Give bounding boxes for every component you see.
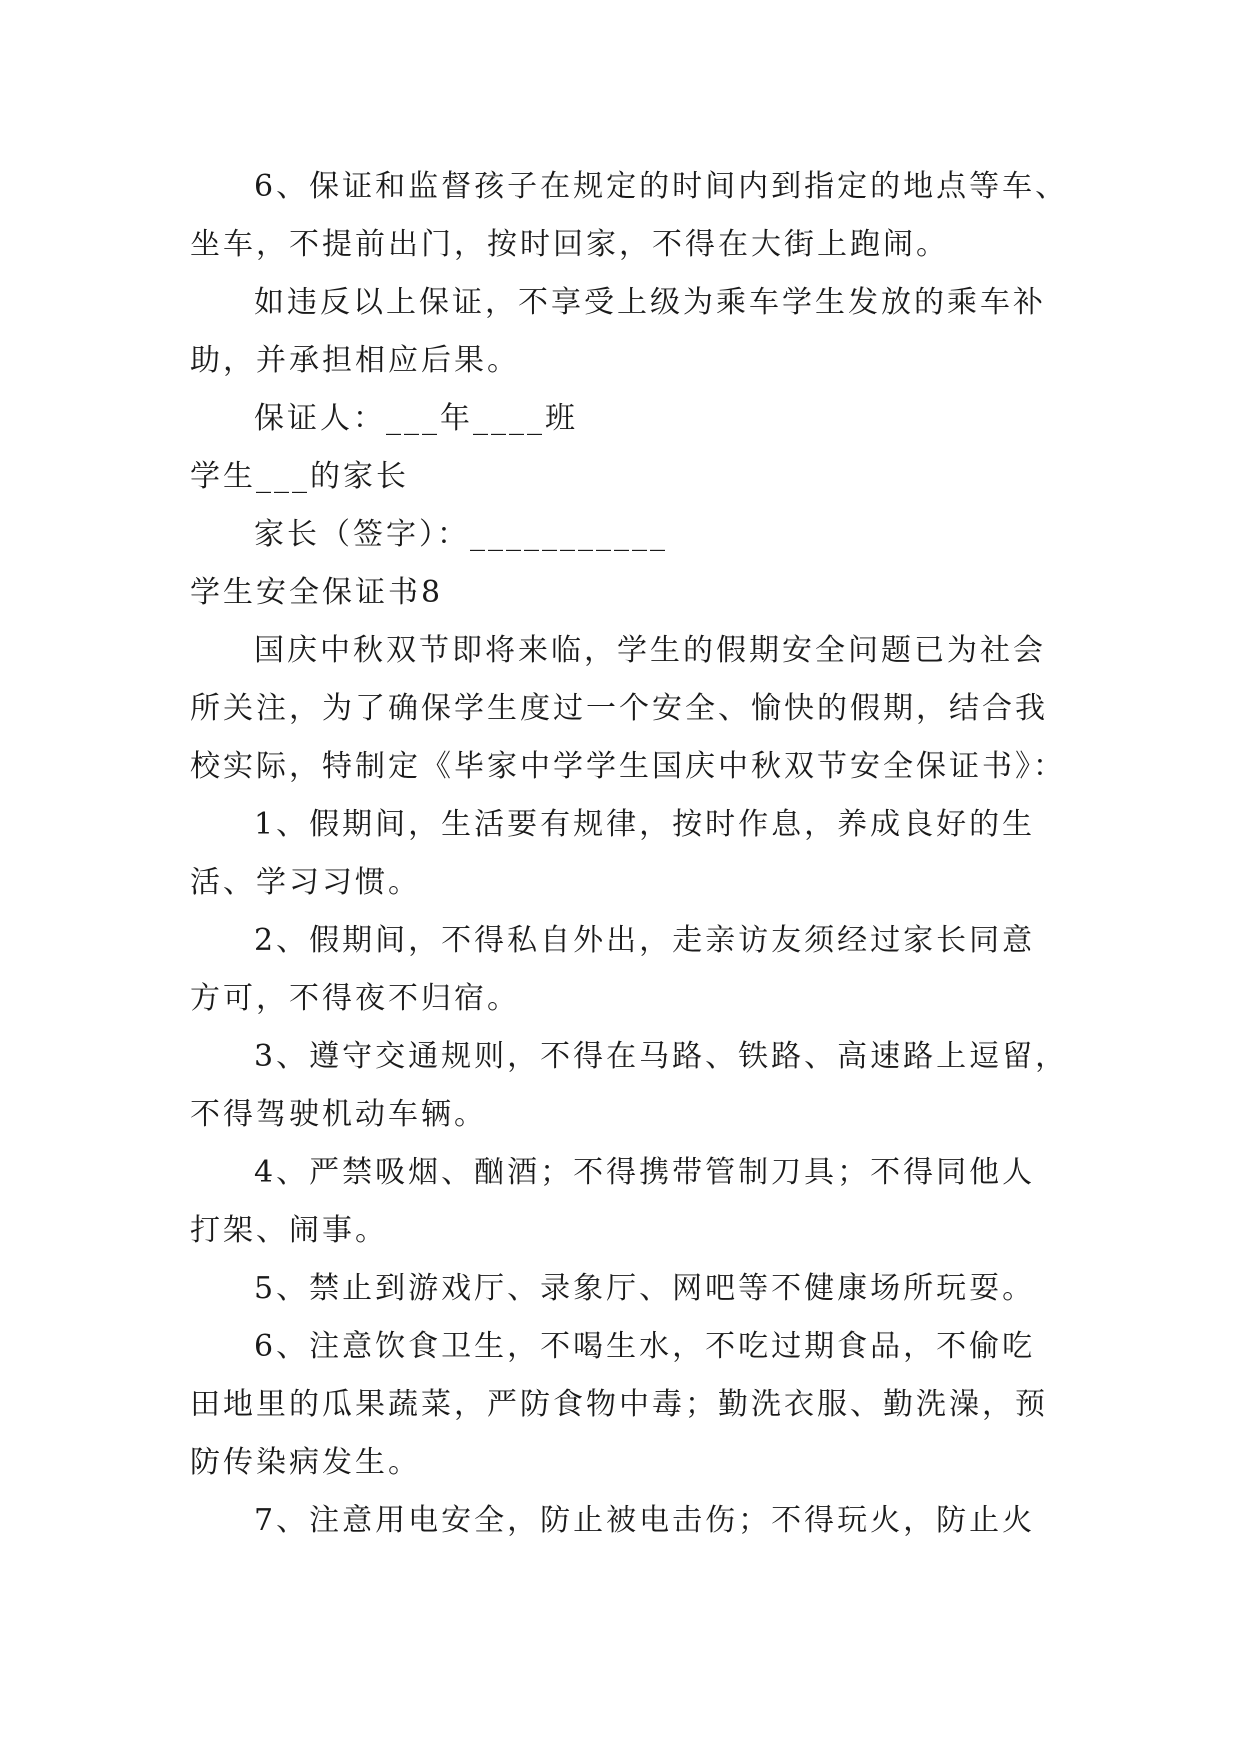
list-item-line: 2、假期间，不得私自外出，走亲访友须经过家长同意	[254, 923, 1036, 958]
paragraph-line: 所关注，为了确保学生度过一个安全、愉快的假期，结合我	[190, 691, 1048, 726]
list-item-line: 4、严禁吸烟、酗酒；不得携带管制刀具；不得同他人	[254, 1155, 1036, 1190]
parent-of-student-line: 学生___的家长	[190, 459, 409, 494]
list-item-line: 5、禁止到游戏厅、录象厅、网吧等不健康场所玩耍。	[254, 1271, 1036, 1306]
paragraph-line: 助，并承担相应后果。	[190, 343, 520, 378]
list-item-line: 6、注意饮食卫生，不喝生水，不吃过期食品，不偷吃	[254, 1329, 1036, 1364]
paragraph-line: 校实际，特制定《毕家中学学生国庆中秋双节安全保证书》：	[190, 749, 1066, 784]
paragraph-line: 如违反以上保证，不享受上级为乘车学生发放的乘车补	[254, 285, 1046, 320]
list-item-line: 3、遵守交通规则，不得在马路、铁路、高速路上逗留，	[254, 1039, 1069, 1074]
paragraph-line: 国庆中秋双节即将来临，学生的假期安全问题已为社会	[254, 633, 1046, 668]
list-item-line: 不得驾驶机动车辆。	[190, 1097, 487, 1132]
paragraph-line: 坐车，不提前出门，按时回家，不得在大街上跑闹。	[190, 227, 949, 262]
section-title: 学生安全保证书8	[190, 575, 444, 610]
list-item-line: 7、注意用电安全，防止被电击伤；不得玩火，防止火	[254, 1503, 1036, 1538]
list-item-line: 活、学习习惯。	[190, 865, 421, 900]
list-item-line: 打架、闹事。	[190, 1213, 388, 1248]
document-body	[190, 158, 1070, 1550]
paragraph-line: 6、保证和监督孩子在规定的时间内到指定的地点等车、	[254, 169, 1069, 204]
guarantor-line: 保证人：___年____班	[254, 401, 578, 436]
parent-signature-line: 家长（签字）：___________	[254, 517, 668, 552]
list-item-line: 方可，不得夜不归宿。	[190, 981, 520, 1016]
list-item-line: 1、假期间，生活要有规律，按时作息，养成良好的生	[254, 807, 1036, 842]
list-item-line: 防传染病发生。	[190, 1445, 421, 1480]
list-item-line: 田地里的瓜果蔬菜，严防食物中毒；勤洗衣服、勤洗澡，预	[190, 1387, 1048, 1422]
